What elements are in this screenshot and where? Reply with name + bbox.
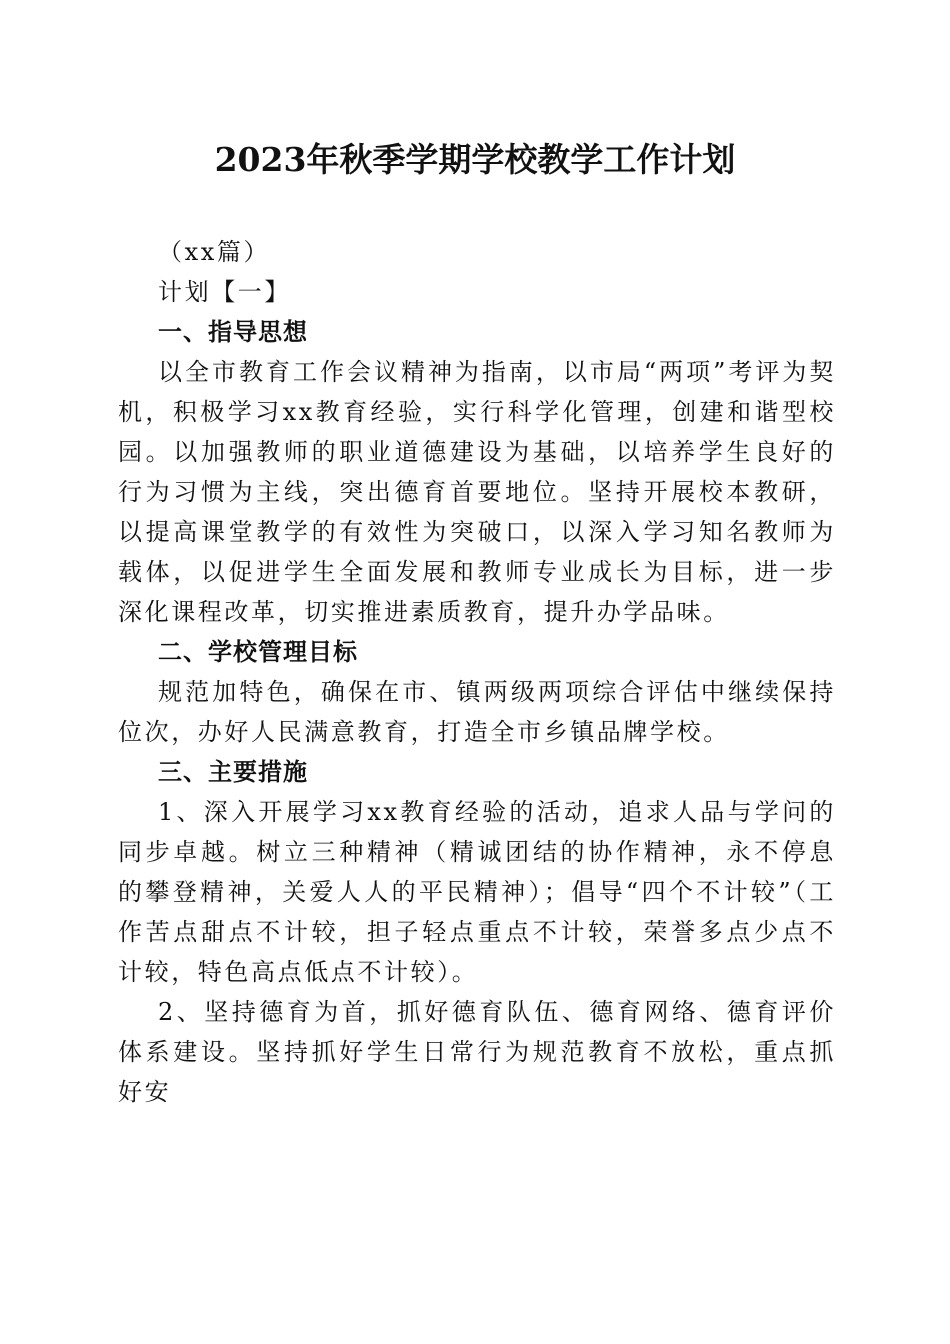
section-paragraph: 规范加特色，确保在市、镇两级两项综合评估中继续保持位次，办好人民满意教育，打造全市乡镇品牌学校。 (118, 678, 836, 746)
section-paragraph: 1、深入开展学习xx教育经验的活动，追求人品与学问的同步卓越。树立三种精神（精诚团结的协作精神，永不停息的攀登精神，关爱人人的平民精神）；倡导“四个不计较”（工作苦点甜点不计较，担子轻点重点不计较，荣誉多点少点不计较，特色高点低点不计较）。 (118, 798, 836, 986)
document-subtitle: （xx篇） (158, 238, 271, 266)
document-title: 2023年秋季学期学校教学工作计划 (214, 140, 736, 179)
section-heading-management-goal: 二、学校管理目标 (158, 638, 358, 666)
section-paragraph: 2、坚持德育为首，抓好德育队伍、德育网络、德育评价体系建设。坚持抓好学生日常行为规范教育不放松，重点抓好安 (118, 998, 836, 1106)
section-paragraph: 以全市教育工作会议精神为指南，以市局“两项”考评为契机，积极学习xx教育经验，实行科学化管理，创建和谐型校园。以加强教师的职业道德建设为基础，以培养学生良好的行为习惯为主线，突出德育首要地位。坚持开展校本教研，以提高课堂教学的有效性为突破口，以深入学习知名教师为载体，以促进学生全面发展和教师专业成长为目标，进一步深化课程改革，切实推进素质教育，提升办学品味。 (118, 358, 836, 626)
section-heading-guiding-thought: 一、指导思想 (158, 318, 308, 346)
section-heading-main-measures: 三、主要措施 (158, 758, 308, 786)
document-body (118, 232, 836, 1112)
plan-label: 计划【一】 (158, 278, 291, 306)
